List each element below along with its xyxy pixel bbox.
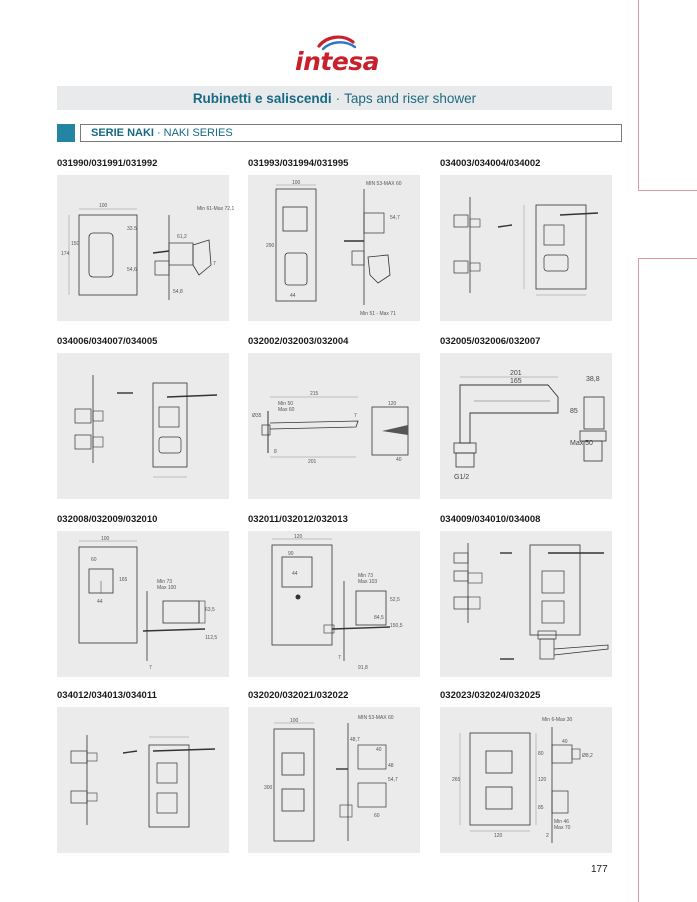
drawing-svg <box>248 707 420 853</box>
product-code: 032005/032006/032007 <box>440 336 541 347</box>
dim-label: 165 <box>510 378 522 385</box>
technical-drawing <box>440 707 612 853</box>
dim-label: 54,6 <box>127 267 137 273</box>
drawing-svg <box>57 175 235 321</box>
drawing-svg <box>57 353 229 499</box>
dim-label: 40 <box>396 457 402 463</box>
page-number: 177 <box>591 864 608 875</box>
dim-label: Ø35 <box>252 413 262 419</box>
product-code: 031990/031991/031992 <box>57 158 158 169</box>
product-code: 034012/034013/034011 <box>57 690 157 701</box>
drawing-svg <box>57 531 229 677</box>
dim-label: 120 <box>538 777 547 783</box>
dim-label: Min 51 - Max 71 <box>360 311 396 317</box>
dim-label: Min 50 <box>278 401 294 407</box>
dim-label: 90 <box>288 551 294 557</box>
page-edge-line <box>638 258 639 902</box>
dim-label: Min 73 <box>358 573 374 579</box>
technical-drawing <box>248 707 420 853</box>
dim-label: 7 <box>149 665 152 671</box>
product-code: 034009/034010/034008 <box>440 514 541 525</box>
technical-drawing <box>248 531 420 677</box>
dim-label: 165 <box>119 577 128 583</box>
dim-label: 100 <box>101 536 110 542</box>
drawing-svg <box>440 353 612 499</box>
product-code: 031993/031994/031995 <box>248 158 349 169</box>
dim-label: 60 <box>374 813 380 819</box>
drawing-svg <box>440 175 612 321</box>
product-code: 032011/032012/032013 <box>248 514 348 525</box>
product-code: 034006/034007/034005 <box>57 336 158 347</box>
dim-label: 84,5 <box>374 615 384 621</box>
dim-label: MIN 53-MAX 60 <box>358 715 394 721</box>
dim-label: 120 <box>494 833 503 839</box>
dim-label: Max 60 <box>278 407 295 413</box>
dim-label: Min 61-Max 72,1 <box>197 206 235 212</box>
page-edge-line <box>638 190 697 191</box>
dim-label: 54,7 <box>390 215 400 221</box>
series-separator: · <box>156 127 161 139</box>
dim-label: MIN 53-MAX 60 <box>366 181 402 187</box>
dim-label: 52,5 <box>390 597 400 603</box>
dim-label: 80 <box>538 751 544 757</box>
dim-label: Max 103 <box>358 579 378 585</box>
dim-label: 40 <box>376 747 382 753</box>
dim-label: 85 <box>570 408 578 415</box>
section-title-it: Rubinetti e saliscendi <box>192 90 332 106</box>
dim-label: Min 73 <box>157 579 173 585</box>
dim-label: 61,2 <box>177 234 187 240</box>
drawing-svg <box>440 531 612 677</box>
dim-label: 7 <box>338 655 341 661</box>
technical-drawing <box>440 531 612 677</box>
technical-drawing <box>440 175 612 321</box>
technical-drawing <box>57 175 235 321</box>
dim-label: 174 <box>61 251 70 257</box>
dim-label: 201 <box>308 459 317 465</box>
dim-label: 100 <box>99 203 108 209</box>
drawing-svg <box>440 707 612 853</box>
technical-drawing <box>248 175 420 321</box>
series-label-it: SERIE NAKI <box>91 127 154 139</box>
dim-label: Max 70 <box>554 825 571 831</box>
dim-label: 201 <box>510 370 522 377</box>
dim-label: 8 <box>274 449 277 455</box>
dim-label: 265 <box>452 777 461 783</box>
dim-label: 38,8 <box>586 376 600 383</box>
series-header <box>57 124 612 142</box>
dim-label: 85 <box>538 805 544 811</box>
dim-label: 100 <box>290 718 299 724</box>
dim-label: 300 <box>264 785 273 791</box>
series-label-box <box>80 124 622 142</box>
series-label-en: NAKI SERIES <box>163 127 233 139</box>
technical-drawing <box>57 531 229 677</box>
dim-label: 54,8 <box>173 289 183 295</box>
dim-label: 54,7 <box>388 777 398 783</box>
title-separator: · <box>335 90 341 106</box>
dim-label: 100 <box>292 180 301 186</box>
dim-label: 290 <box>266 243 275 249</box>
page-edge-line <box>638 0 639 190</box>
dim-label: 44 <box>97 599 103 605</box>
dim-label: 44 <box>292 571 298 577</box>
brand-logo <box>295 34 385 82</box>
dim-label: Min 6-Max 30 <box>542 717 573 723</box>
series-marker <box>57 124 75 142</box>
brand-name: intesa <box>295 47 380 76</box>
dim-label: 91,8 <box>358 665 368 671</box>
drawing-svg <box>57 707 229 853</box>
dim-label: 150,5 <box>390 623 403 629</box>
product-code: 034003/034004/034002 <box>440 158 541 169</box>
dim-label: 48,7 <box>350 737 360 743</box>
dim-label: 120 <box>294 534 303 540</box>
product-code: 032020/032021/032022 <box>248 690 349 701</box>
dim-label: 33.5 <box>127 226 137 232</box>
dim-label: 150 <box>71 241 80 247</box>
drawing-svg <box>248 175 420 321</box>
dim-label: Min 46 <box>554 819 570 825</box>
section-title-bar <box>57 86 612 110</box>
drawing-svg <box>248 531 420 677</box>
dim-label: 120 <box>388 401 397 407</box>
dim-label: 60 <box>91 557 97 563</box>
technical-drawing <box>440 353 612 499</box>
product-code: 032002/032003/032004 <box>248 336 349 347</box>
dim-label: Ø8,2 <box>582 753 593 759</box>
dim-label: G1/2 <box>454 474 470 481</box>
dim-label: 215 <box>310 391 319 397</box>
technical-drawing <box>57 353 229 499</box>
dim-label: 63,5 <box>205 607 215 613</box>
product-code: 032008/032009/032010 <box>57 514 158 525</box>
dim-label: 44 <box>290 293 296 299</box>
dim-label: Max 50 <box>570 440 593 447</box>
dim-label: 40 <box>562 739 568 745</box>
technical-drawing <box>57 707 229 853</box>
dim-label: 7 <box>213 261 216 267</box>
dim-label: 48 <box>388 763 394 769</box>
technical-drawing <box>248 353 420 499</box>
page-edge-line <box>638 258 697 259</box>
product-code: 032023/032024/032025 <box>440 690 541 701</box>
dim-label: 7 <box>354 413 357 419</box>
dim-label: 2 <box>546 833 549 839</box>
dim-label: Max 100 <box>157 585 177 591</box>
section-title-en: Taps and riser shower <box>344 90 477 106</box>
dim-label: 112,5 <box>205 635 218 641</box>
drawing-svg <box>248 353 420 499</box>
